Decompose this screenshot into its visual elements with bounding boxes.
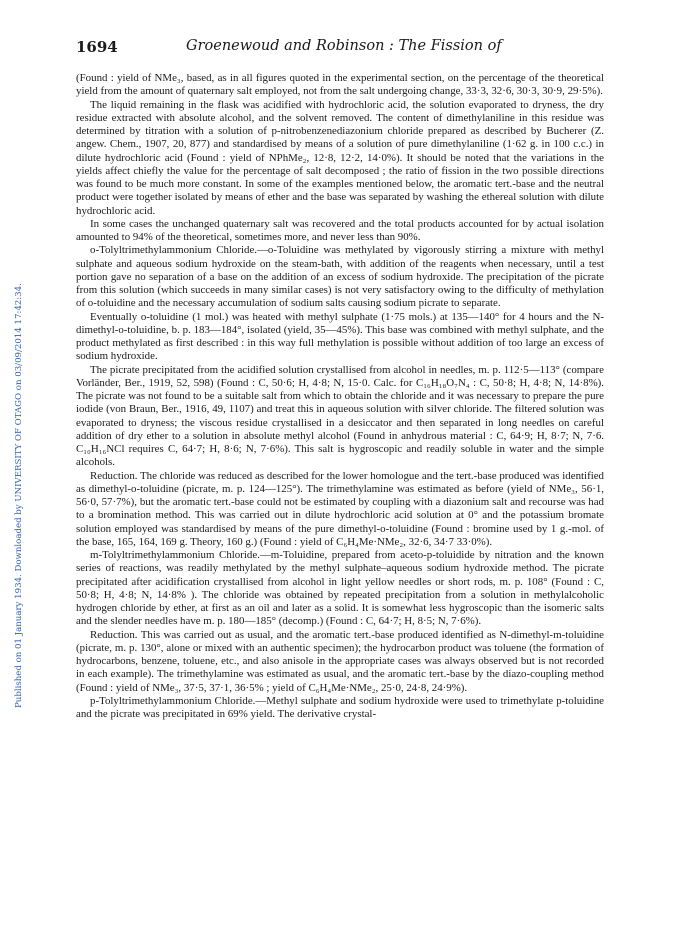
running-header [76, 38, 604, 60]
paragraph: The picrate precipitated from the acidified solution crystallised from alcohol in needles, m. p. 112·5—113° (compare Vorländer, Ber., 1919, 52, 598) (Found : C, 50·6; H, 4·8; N, 15·0. Calc. for C₁₆H₁₈O₇N₄ : C, 50·8; H, 4·8; N, 14·8%). The picrate was not found to be a suitable salt from which to obtain the chloride and it was necessary to prepare the pure iodide (von Braun, Ber., 1916, 49, 1107) and treat this in aqueous solution with silver chloride. The filtered solution was evaporated to dryness; the viscous residue crystallised in a desiccator and then separated in long needles on careful addition of dry ether to a solution in absolute methyl alcohol (Found in anhydrous material : C, 64·9; H, 8·7; N, 7·6. C₁₀H₁₆NCl requires C, 64·7; H, 8·6; N, 7·6%). This salt is hygroscopic and readily soluble in water and the simple alcohols. [76, 363, 604, 469]
running-title: Groenewoud and Robinson : The Fission of [186, 38, 502, 54]
paragraph: o-Tolyltrimethylammonium Chloride.—o-Toluidine was methylated by vigorously stirring a mixture with methyl sulphate and aqueous sodium hydroxide on the steam-bath, with addition of the reagents when necessary, until a test portion gave no separation of a base on the addition of an excess of sodium hydroxide. The precipitation of the picrate from this solution (which succeeds in many similar cases) is not very satisfactory owing to the difficulty of methylation of o-toluidine and the necessary accumulation of sodium salts causing sodium picrate to separate. [76, 244, 604, 310]
download-watermark [2, 148, 24, 708]
paragraph: In some cases the unchanged quaternary salt was recovered and the total products accounted for by actual isolation amounted to 94% of the theoretical, sometimes more, and never less than 90%. [76, 217, 604, 243]
paragraph: m-Tolyltrimethylammonium Chloride.—m-Toluidine, prepared from aceto-p-toluidide by nitration and the known series of reactions, was readily methylated by the methyl sulphate–aqueous sodium hydroxide method. The picrate precipitated after acidification crystallised from alcohol in light yellow needles or short rods, m. p. 108° (Found : C, 50·8; H, 4·8; N, 14·8% ). The chloride was obtained by repeated precipitation from a solution in methylalcoholic hydrogen chloride by ether, at first as an oil and later as a solid. It is somewhat less hygroscopic than the isomeric salts and the slender needles have m. p. 180—185° (decomp.) (Found : C, 64·7; H, 8·5; N, 7·6%). [76, 549, 604, 628]
paragraph: The liquid remaining in the flask was acidified with hydrochloric acid, the solution evaporated to dryness, the dry residue extracted with absolute alcohol, and the solvent removed. The content of dimethylaniline in this residue was determined by titration with a solution of p-nitrobenzenediazonium chloride prepared as described by Bucherer (Z. angew. Chem., 1907, 20, 877) and standardised by means of a solution of pure dimethylaniline (1·62 g. in 100 c.c.) in dilute hydrochloric acid (Found : yield of NPhMe₂, 12·8, 12·2, 14·0%). It should be noted that the variations in the yields affect chiefly the value for the percentage of salt decomposed ; the ratio of fission in the two possible directions was found to be much more constant. In some of the examples mentioned below, the aromatic tert.-base and the neutral product were together isolated by means of ether and the base was separated by washing the ethereal solution with dilute hydrochloric acid. [76, 98, 604, 217]
page-number: 1694 [76, 38, 118, 56]
paragraph: (Found : yield of NMe₃, based, as in all figures quoted in the experimental section, on the percentage of the theoretical yield from the amount of quaternary salt employed, not from the salt undergoing change, 33·3, 32·6, 30·3, 30·9, 29·5%). [76, 72, 604, 98]
paragraph: Reduction. The chloride was reduced as described for the lower homologue and the tert.-base produced was identified as dimethyl-o-toluidine (picrate, m. p. 124—125°). The trimethylamine was estimated as before (yield of NMe₃, 56·1, 56·0, 57·7%), but the aromatic tert.-base could not be estimated by coupling with a diazonium salt and recourse was had to a bromination method. This was carried out in dilute hydrochloric acid solution at 0° and the potassium bromate solution employed was standardised by means of the pure dimethyl-o-toluidine (Found : bromine used by 1 g.-mol. of the base, 165, 164, 169 g. Theory, 160 g.) (Found : yield of C₆H₄Me·NMe₂, 32·6, 34·7 33·0%). [76, 469, 604, 548]
paragraph: Reduction. This was carried out as usual, and the aromatic tert.-base produced identified as N-dimethyl-m-toluidine (picrate, m. p. 130°, alone or mixed with an authentic specimen); the hydrocarbon product was toluene (the formation of hydrocarbons, benzene, toluene, etc., and also anisole in the appropriate cases was always observed but is not recorded in each example). The trimethylamine was estimated as usual, and the aromatic tert.-base by the diazo-coupling method (Found : yield of NMe₃, 37·5, 37·1, 36·5% ; yield of C₆H₄Me·NMe₂, 25·0, 24·8, 24·9%). [76, 628, 604, 694]
article-body [76, 72, 604, 721]
paragraph: Eventually o-toluidine (1 mol.) was heated with methyl sulphate (1·75 mols.) at 135—140° for 4 hours and the N-dimethyl-o-toluidine, b. p. 183—184°, isolated (yield, 35—45%). This base was combined with methyl sulphate, and the product methylated as first described : in this way full methylation is possible without addition of too large an excess of sodium hydroxide. [76, 310, 604, 363]
download-watermark-text: Published on 01 January 1934. Downloaded by UNIVERSITY OF OTAGO on 03/09/2014 17:42:34. [14, 283, 24, 708]
paragraph: p-Tolyltrimethylammonium Chloride.—Methyl sulphate and sodium hydroxide were used to trimethylate p-toluidine and the picrate was precipitated in 69% yield. The derivative crystal- [76, 694, 604, 720]
